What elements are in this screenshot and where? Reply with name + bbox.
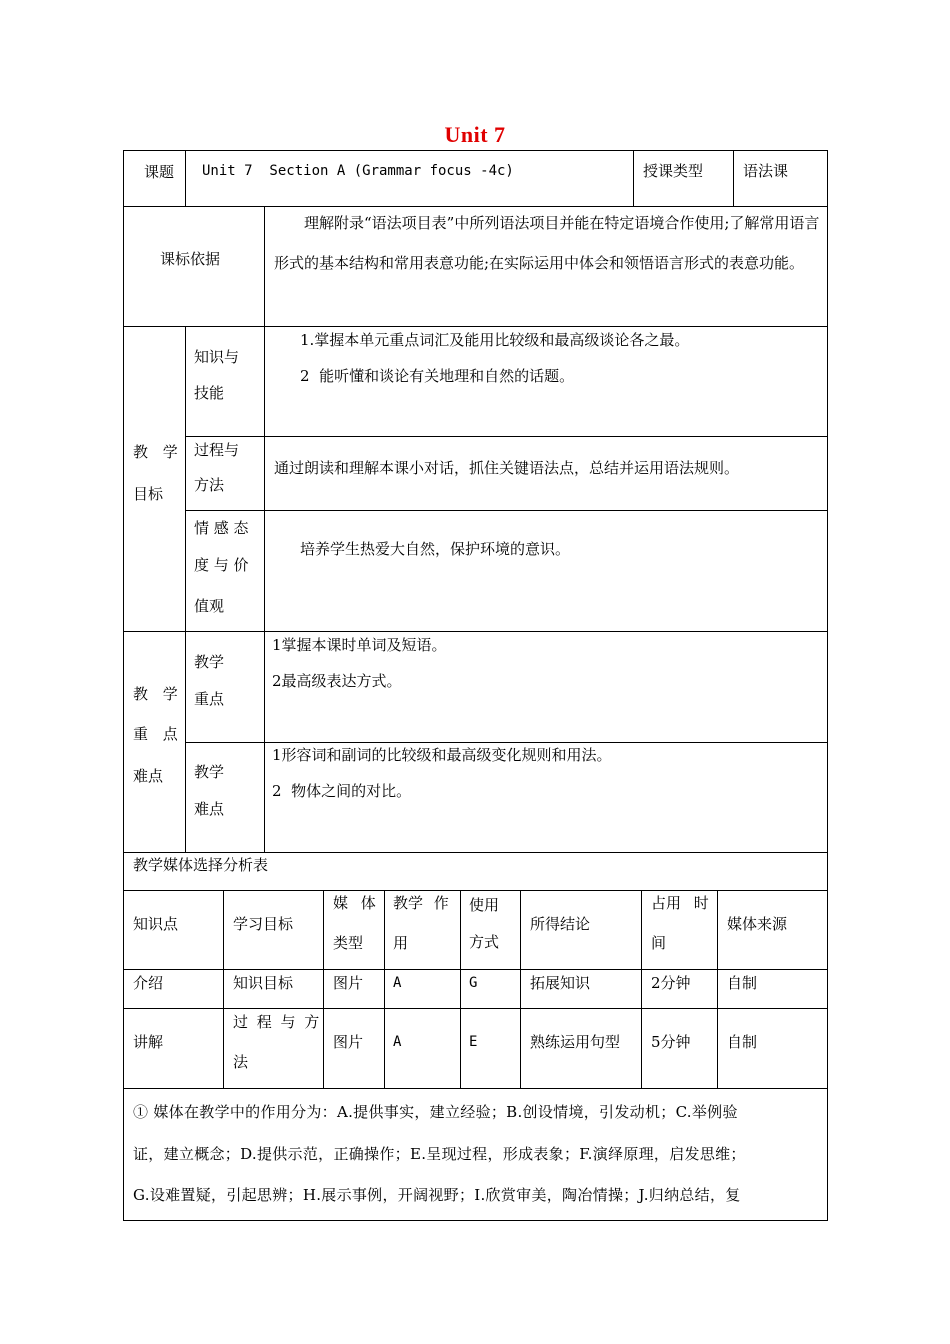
media-row-2-type: 图片: [333, 1033, 364, 1051]
process-label-line1: 过程与: [194, 441, 240, 459]
focus-label-line2: 重点: [194, 690, 225, 708]
media-header-role-line1: 教学 作: [393, 894, 449, 912]
knowledge-item: 1.掌握本单元重点词汇及能用比较级和最高级谈论各之最。: [300, 331, 690, 349]
media-row-2-role: A: [393, 1034, 402, 1050]
difficulty-label-line1: 教学: [194, 763, 225, 781]
col-divider: [520, 890, 521, 1088]
media-header-type-line1: 媒 体: [333, 894, 376, 912]
knowledge-label-line1: 知识与: [194, 348, 240, 366]
media-header-role-line2: 用: [393, 934, 409, 952]
col-divider: [264, 206, 265, 326]
emotion-text: 培养学生热爱大自然，保护环境的意识。: [300, 540, 571, 558]
process-text: 通过朗读和理解本课小对话，抓住关键语法点，总结并运用语法规则。: [274, 459, 740, 477]
footnote-line-3: G.设难置疑，引起思辨；H.展示事例，开阔视野；I.欣赏审美，陶冶情操；J.归纳总结，复: [133, 1186, 741, 1204]
media-header-point: 知识点: [133, 915, 179, 933]
difficulty-item: 1形容词和副词的比较级和最高级变化规则和用法。: [272, 746, 612, 764]
focus-item: 1掌握本课时单词及短语。: [272, 636, 447, 654]
media-row-2-time: 5分钟: [651, 1033, 691, 1051]
footnote-line-1: ① 媒体在教学中的作用分为：A.提供事实，建立经验；B.创设情境，引发动机；C.举例验: [133, 1103, 738, 1121]
media-row-2-goal-line1: 过 程 与 方: [233, 1013, 320, 1031]
media-header-usage-line2: 方式: [469, 933, 500, 951]
row-divider: [123, 631, 828, 632]
media-header-type-line2: 类型: [333, 934, 364, 952]
media-row-2-usage: E: [469, 1034, 478, 1050]
col-divider: [384, 890, 385, 1088]
row-divider: [123, 1008, 828, 1009]
key-points-label-line3: 难点: [133, 767, 164, 785]
focus-item: 2最高级表达方式。: [272, 672, 402, 690]
media-header-usage-line1: 使用: [469, 896, 500, 914]
col-divider: [717, 890, 718, 1088]
media-row-1-role: A: [393, 975, 402, 991]
col-divider: [460, 890, 461, 1088]
media-header-conclusion: 所得结论: [530, 915, 591, 933]
col-divider: [185, 326, 186, 852]
media-header-time-line1: 占用 时: [651, 894, 709, 912]
table-border-bottom: [123, 1220, 828, 1221]
difficulty-item: 2 物体之间的对比。: [272, 782, 412, 800]
media-row-1-time: 2分钟: [651, 974, 691, 992]
curriculum-basis-text: 理解附录“语法项目表”中所列语法项目并能在特定语境合作使用;了解常用语言形式的基本结构和常用表意功能;在实际运用中体会和领悟语言形式的表意功能。: [274, 214, 820, 272]
media-header-time-line2: 间: [651, 934, 667, 952]
media-row-1-usage: G: [469, 975, 478, 991]
col-divider: [633, 150, 634, 206]
emotion-label-line3: 值观: [194, 597, 225, 615]
curriculum-basis-label: 课标依据: [160, 250, 221, 268]
document-title: Unit 7: [444, 122, 506, 147]
difficulty-label-line2: 难点: [194, 800, 225, 818]
col-divider: [323, 890, 324, 1088]
focus-label-line1: 教学: [194, 653, 225, 671]
table-border-right: [827, 150, 828, 1220]
key-points-label-line2: 重 点: [133, 725, 178, 743]
teaching-goals-label-line2: 目标: [133, 485, 164, 503]
media-row-1-type: 图片: [333, 974, 364, 992]
row-divider: [185, 436, 828, 437]
process-label-line2: 方法: [194, 476, 225, 494]
media-row-2-goal-line2: 法: [233, 1053, 249, 1071]
col-divider: [264, 326, 265, 852]
key-points-label-line1: 教 学: [133, 685, 178, 703]
media-row-1-goal: 知识目标: [233, 974, 294, 992]
topic-value: Unit 7 Section A (Grammar focus -4c): [202, 163, 514, 179]
row-divider: [123, 1088, 828, 1089]
media-header-source: 媒体来源: [727, 915, 788, 933]
media-header-goal: 学习目标: [233, 915, 294, 933]
knowledge-label-line2: 技能: [194, 384, 225, 402]
knowledge-item: 2 能听懂和谈论有关地理和自然的话题。: [300, 367, 575, 385]
emotion-label-line1: 情 感 态: [194, 519, 249, 537]
media-row-2-conclusion: 熟练运用句型: [530, 1033, 621, 1051]
row-divider: [185, 510, 828, 511]
media-table-caption: 教学媒体选择分析表: [133, 856, 269, 874]
emotion-label-line2: 度 与 价: [194, 556, 249, 574]
col-divider: [641, 890, 642, 1088]
col-divider: [185, 150, 186, 206]
table-border-left: [123, 150, 124, 1220]
media-row-2-point: 讲解: [133, 1033, 164, 1051]
col-divider: [223, 890, 224, 1088]
col-divider: [733, 150, 734, 206]
footnote-line-2: 证，建立概念；D.提供示范，正确操作；E.呈现过程，形成表象；F.演绎原理，启发思维；: [133, 1145, 746, 1163]
lesson-type-value: 语法课: [743, 162, 789, 180]
media-row-1-conclusion: 拓展知识: [530, 974, 591, 992]
teaching-goals-label-line1: 教 学: [133, 443, 178, 461]
media-row-1-point: 介绍: [133, 974, 164, 992]
media-row-2-source: 自制: [727, 1033, 758, 1051]
topic-label: 课题: [144, 163, 175, 181]
media-row-1-source: 自制: [727, 974, 758, 992]
table-border-top: [123, 150, 828, 151]
lesson-type-label: 授课类型: [643, 162, 704, 180]
